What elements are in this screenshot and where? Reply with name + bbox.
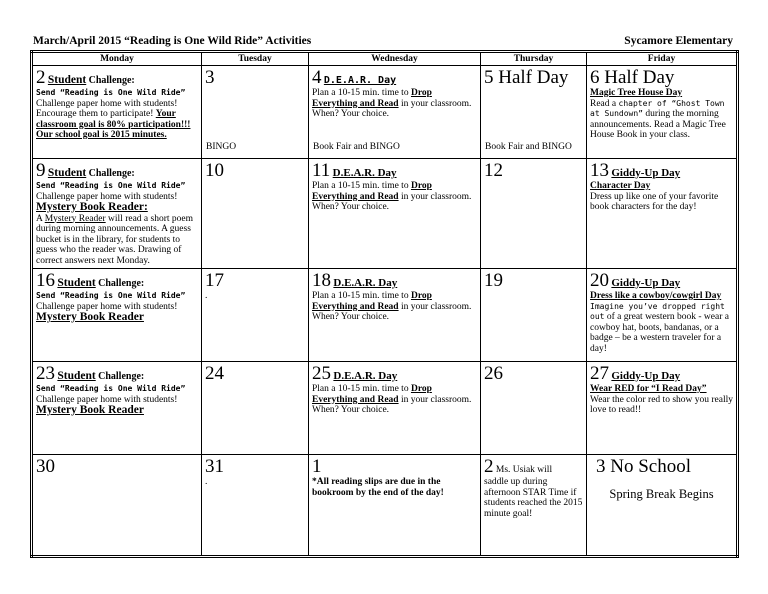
day-title: 3 No School (596, 456, 691, 477)
day-cell-mar-25: 25 D.E.A.R. Day Plan a 10-15 min. time to Drop Everything and Read in your classroom. When? Your choice. (309, 362, 481, 455)
day-header-friday: Friday (587, 52, 738, 66)
day-number: 26 (484, 363, 503, 384)
day-number: 9 (36, 160, 46, 181)
day-header-thursday: Thursday (481, 52, 587, 66)
day-number: 16 (36, 270, 55, 291)
day-number: 2 (484, 456, 494, 477)
week-row-4 (32, 362, 738, 455)
day-number: 27 (590, 363, 609, 384)
day-cell-mar-12 (481, 159, 587, 269)
day-cell-apr-3 (587, 455, 738, 557)
calendar-title: March/April 2015 “Reading is One Wild Ride” Activities (33, 35, 312, 47)
day-header-wednesday: Wednesday (309, 52, 481, 66)
day-cell-mar-3 (202, 66, 309, 159)
day-number: 18 (312, 270, 331, 291)
day-number: 10 (205, 160, 224, 181)
school-name: Sycamore Elementary (624, 35, 733, 47)
day-number: 13 (590, 160, 609, 181)
day-header-row (32, 52, 738, 66)
day-title: 5 Half Day (484, 67, 569, 88)
day-cell-mar-13: 13 Giddy-Up Day Character Day Dress up like one of your favorite book characters for the day! (587, 159, 738, 269)
day-header-monday: Monday (32, 52, 202, 66)
day-number: 17 (205, 270, 224, 291)
day-cell-mar-10 (202, 159, 309, 269)
day-cell-mar-5 (481, 66, 587, 159)
book-fair-note: Book Fair and BINGO (485, 141, 572, 152)
book-fair-note: Book Fair and BINGO (313, 141, 400, 152)
spring-break-note: Spring Break Begins (609, 487, 714, 501)
day-cell-mar-31: 31 . (202, 455, 309, 557)
week-row-1 (32, 66, 738, 159)
day-number: 19 (484, 270, 503, 291)
day-cell-mar-4: 4 D.E.A.R. Day Plan a 10-15 min. time to Drop Everything and Read in your classroom. When? Your choice. Book Fair and BINGO (309, 66, 481, 159)
day-cell-apr-1: 1 *All reading slips are due in the bookroom by the end of the day! (309, 455, 481, 557)
day-cell-mar-27: 27 Giddy-Up Day Wear RED for “I Read Day” Wear the color red to show you really love to read!! (587, 362, 738, 455)
day-number: 12 (484, 160, 503, 181)
day-cell-mar-6: 6 Half Day Magic Tree House Day Read a chapter of “Ghost Town at Sundown” during the morning announcements. Read a Magic Tree House Book in your class. (587, 66, 738, 159)
day-number: 23 (36, 363, 55, 384)
day-header-tuesday: Tuesday (202, 52, 309, 66)
day-cell-mar-9: 9 Student Challenge: Send “Reading is One Wild Ride” Challenge paper home with students! Mystery Book Reader: A Mystery Reader will read a short poem during morning announcements. A guess bucket is in the library, for students to guess who the reader was. Drawing of correct answers next Monday. (32, 159, 202, 269)
day-cell-mar-23: 23 Student Challenge: Send “Reading is One Wild Ride” Challenge paper home with students! Mystery Book Reader (32, 362, 202, 455)
activity-calendar (30, 50, 739, 558)
day-number: 3 (205, 67, 215, 88)
bingo-note: BINGO (206, 141, 237, 152)
day-title: 6 Half Day (590, 67, 675, 88)
day-number: 31 (205, 456, 224, 477)
day-cell-mar-16: 16 Student Challenge: Send “Reading is One Wild Ride” Challenge paper home with students! Mystery Book Reader (32, 269, 202, 362)
day-number: 11 (312, 160, 331, 181)
week-row-5 (32, 455, 738, 557)
day-cell-mar-17: 17 . (202, 269, 309, 362)
day-cell-mar-11: 11 D.E.A.R. Day Plan a 10-15 min. time to Drop Everything and Read in your classroom. When? Your choice. (309, 159, 481, 269)
day-number: 2 (36, 67, 46, 88)
day-number: 30 (36, 456, 55, 477)
day-cell-mar-20: 20 Giddy-Up Day Dress like a cowboy/cowgirl Day Imagine you’ve dropped right out of a great western book - wear a cowboy hat, boots, bandanas, or a badge – be a western traveler for a day! (587, 269, 738, 362)
page-header (33, 35, 733, 49)
day-number: 20 (590, 270, 609, 291)
day-cell-apr-2: 2 Ms. Usiak will saddle up during afternoon STAR Time if students reached the 2015 minute goal! (481, 455, 587, 557)
day-cell-mar-26 (481, 362, 587, 455)
day-cell-mar-2: 2 Student Challenge: Send “Reading is One Wild Ride” Challenge paper home with students! Encourage them to participate! Your classroom goal is 80% participation!!! Our school goal is 2015 minutes. (32, 66, 202, 159)
day-number: 25 (312, 363, 331, 384)
day-number: 1 (312, 456, 322, 477)
day-cell-mar-30 (32, 455, 202, 557)
day-number: 4 (312, 67, 322, 88)
day-number: 24 (205, 363, 224, 384)
day-cell-mar-18: 18 D.E.A.R. Day Plan a 10-15 min. time to Drop Everything and Read in your classroom. When? Your choice. (309, 269, 481, 362)
week-row-2 (32, 159, 738, 269)
week-row-3 (32, 269, 738, 362)
day-cell-mar-19 (481, 269, 587, 362)
day-cell-mar-24 (202, 362, 309, 455)
